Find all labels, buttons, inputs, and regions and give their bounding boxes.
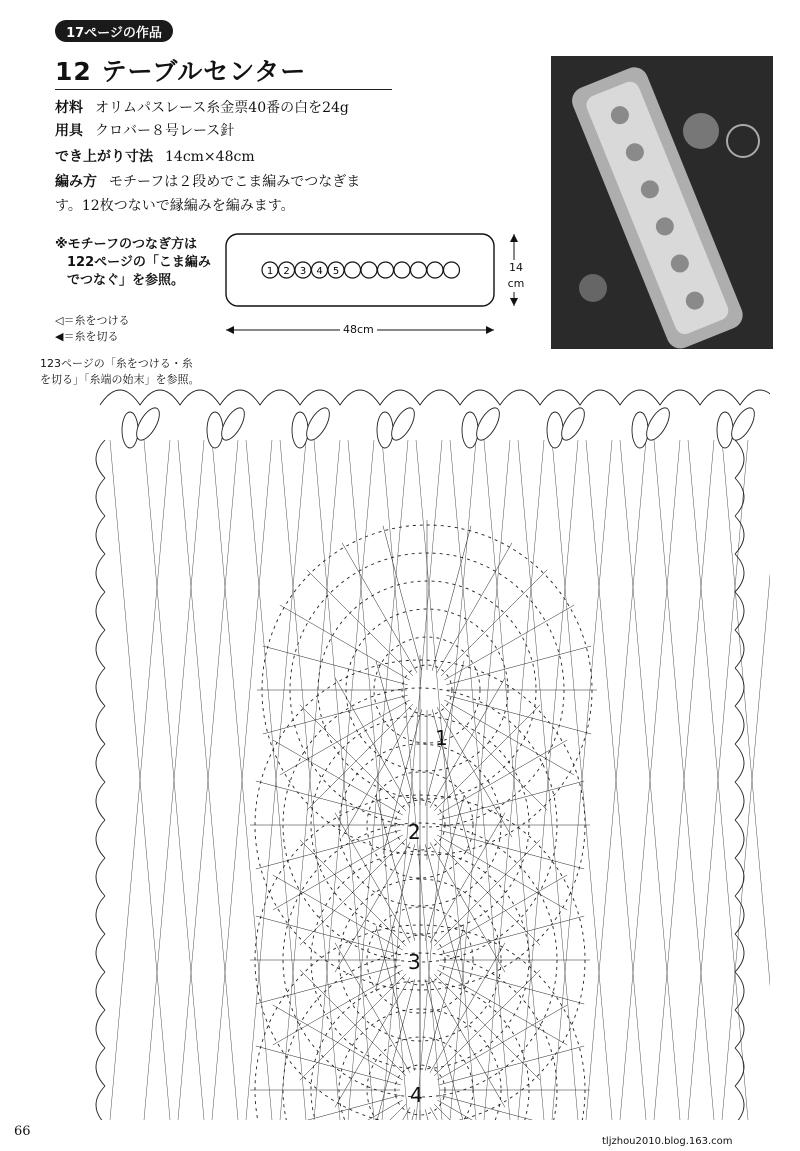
border-scallop-right: [735, 630, 744, 668]
note-line: を切る」「糸端の始末」を参照。: [40, 373, 200, 386]
motif-label-3: 3: [408, 950, 421, 974]
border-scallop-right: [735, 706, 744, 744]
note-line: 122ページの「こま編み: [67, 255, 211, 270]
motif-spoke: [434, 974, 540, 1080]
note-line: ※モチーフのつなぎ方は: [55, 237, 197, 252]
motif-spoke: [376, 796, 415, 941]
leaf-petal: [462, 412, 478, 448]
flower-decoration: [683, 113, 719, 149]
border-scallop-right: [735, 592, 744, 630]
motif-spoke: [434, 705, 540, 811]
motif-spoke: [441, 704, 547, 810]
lace-strand: [722, 440, 770, 1120]
lace-strand: [722, 440, 770, 1120]
motif-spoke: [263, 695, 408, 734]
border-scallop-left: [96, 706, 105, 744]
leaf-petal: [717, 412, 733, 448]
motif-spoke: [437, 707, 512, 837]
border-scallop-left: [96, 934, 105, 972]
border-scallop-left: [96, 554, 105, 592]
spec-value: 14cm×48cm: [165, 149, 255, 165]
border-scallop-left: [96, 744, 105, 782]
motif-spoke: [439, 781, 584, 820]
border-scallop-left: [96, 1010, 105, 1048]
leaf-petal: [632, 412, 648, 448]
height-label: 14 cm: [507, 261, 525, 290]
chart-stitches: [96, 390, 770, 1120]
border-scallop-left: [96, 1048, 105, 1086]
motif-spoke: [434, 970, 540, 1076]
spec-value: クロバー８号レース針: [95, 123, 235, 139]
leaf-petal: [547, 412, 563, 448]
motif-spoke: [437, 543, 512, 673]
spec-method: [55, 172, 360, 192]
motif-spoke: [273, 1005, 403, 1080]
border-scallop-left: [96, 896, 105, 934]
layout-motif-circle: [411, 262, 427, 278]
motif-spoke: [434, 840, 540, 946]
motif-spoke: [376, 661, 415, 806]
spec-materials: [55, 98, 349, 118]
motif-spoke: [300, 1104, 406, 1120]
motif-spoke: [439, 1095, 584, 1120]
border-scallop-right: [735, 478, 744, 516]
border-scallop-left: [96, 668, 105, 706]
motif-spoke: [300, 970, 406, 1076]
border-scallop-left: [96, 820, 105, 858]
motif-spoke: [383, 526, 422, 671]
spec-label: でき上がり寸法: [55, 149, 153, 165]
border-scallop-right: [735, 1010, 744, 1048]
width-label: 48cm: [340, 322, 377, 338]
layout-motif-circle: [345, 262, 361, 278]
border-scallop-right: [735, 820, 744, 858]
layout-motif-circle: [361, 262, 377, 278]
border-scallop-left: [96, 972, 105, 1010]
title-divider: [55, 89, 392, 90]
motif-spoke: [432, 526, 471, 671]
motif-label-2: 2: [408, 820, 421, 844]
legend: [55, 313, 129, 345]
page-number: 66: [14, 1124, 31, 1139]
motif-spoke: [300, 840, 406, 946]
border-scallop-left: [96, 592, 105, 630]
layout-motif-number: 1: [266, 266, 274, 277]
spec-label: 編み方: [55, 174, 97, 190]
border-scallop-right: [735, 934, 744, 972]
border-scallop-right: [735, 782, 744, 820]
motif-spoke: [444, 605, 574, 680]
layout-motif-circle: [394, 262, 410, 278]
layout-motif-number: 4: [316, 266, 323, 277]
motif-spoke: [335, 678, 410, 808]
motif-spoke: [273, 740, 403, 815]
border-scallop-right: [735, 744, 744, 782]
layout-motif-circle: [378, 262, 394, 278]
border-scallop-left: [96, 478, 105, 516]
product-photo: [551, 56, 773, 349]
border-scallop-right: [735, 972, 744, 1010]
border-scallop-left: [96, 440, 105, 478]
border-scallop-left: [96, 858, 105, 896]
motif-spoke: [446, 646, 591, 685]
border-scallop-left: [96, 630, 105, 668]
motif-spoke: [335, 943, 410, 1073]
spec-label: 材料: [55, 100, 83, 116]
legend-attach: ◁＝糸をつける: [55, 314, 130, 327]
spec-size: [55, 147, 255, 167]
spec-method-continued: す。12枚つないで縁編みを編みます。: [55, 198, 295, 214]
spec-value: オリムパスレース糸金票40番の白を24g: [95, 100, 349, 116]
motif-spoke: [273, 835, 403, 910]
watermark: tljzhou2010.blog.163.com: [602, 1136, 733, 1147]
joining-note: [55, 236, 211, 290]
border-scallop-right: [735, 1048, 744, 1086]
spec-value: モチーフは２段めでこま編みでつなぎま: [109, 174, 361, 190]
layout-motif-number: 3: [299, 266, 307, 277]
motif-spoke: [437, 1100, 567, 1120]
motif-spoke: [439, 830, 584, 869]
border-scallop-right: [735, 858, 744, 896]
layout-motif-circle: [444, 262, 460, 278]
border-scallop-left: [96, 782, 105, 820]
motif-spoke: [256, 916, 401, 955]
leaf-petal: [122, 412, 138, 448]
border-scallop-right: [735, 896, 744, 934]
motif-spoke: [256, 830, 401, 869]
crochet-chart: [70, 360, 770, 1120]
motif-spoke: [256, 1095, 401, 1120]
border-scallop-left: [96, 516, 105, 554]
motif-label-1: 1: [435, 726, 448, 750]
note-line: でつなぐ」を参照。: [67, 273, 185, 288]
motif-spoke: [307, 570, 413, 676]
border-scallop-right: [735, 1086, 744, 1120]
layout-motif-number: 2: [283, 266, 290, 277]
motif-spoke: [307, 704, 413, 810]
motif-spoke: [437, 835, 567, 910]
flower-decoration: [579, 274, 607, 302]
leaf-petal: [377, 412, 393, 448]
spec-label: 用具: [55, 123, 83, 139]
spec-tools: [55, 121, 234, 141]
motif-label-4: 4: [410, 1083, 423, 1107]
motif-spoke: [444, 700, 574, 775]
note-line: 123ページの「糸をつける・糸: [40, 357, 193, 370]
leaf-petal: [207, 412, 223, 448]
border-scallop-right: [735, 440, 744, 478]
leaf-petal: [292, 412, 308, 448]
legend-cut: ◀＝糸を切る: [55, 330, 119, 343]
motif-spoke: [300, 705, 406, 811]
motif-spoke: [335, 813, 410, 943]
section-badge: 17ページの作品: [55, 20, 173, 42]
border-scallop-left: [96, 1086, 105, 1120]
motif-spoke: [280, 700, 410, 775]
layout-motif-number: 5: [332, 266, 340, 277]
layout-motif-circle: [427, 262, 443, 278]
motif-spoke: [342, 543, 417, 673]
page-title: 12 テーブルセンター: [55, 57, 307, 86]
border-scallops: [100, 390, 770, 405]
motif-row: [262, 262, 460, 278]
motif-spoke: [273, 875, 403, 950]
